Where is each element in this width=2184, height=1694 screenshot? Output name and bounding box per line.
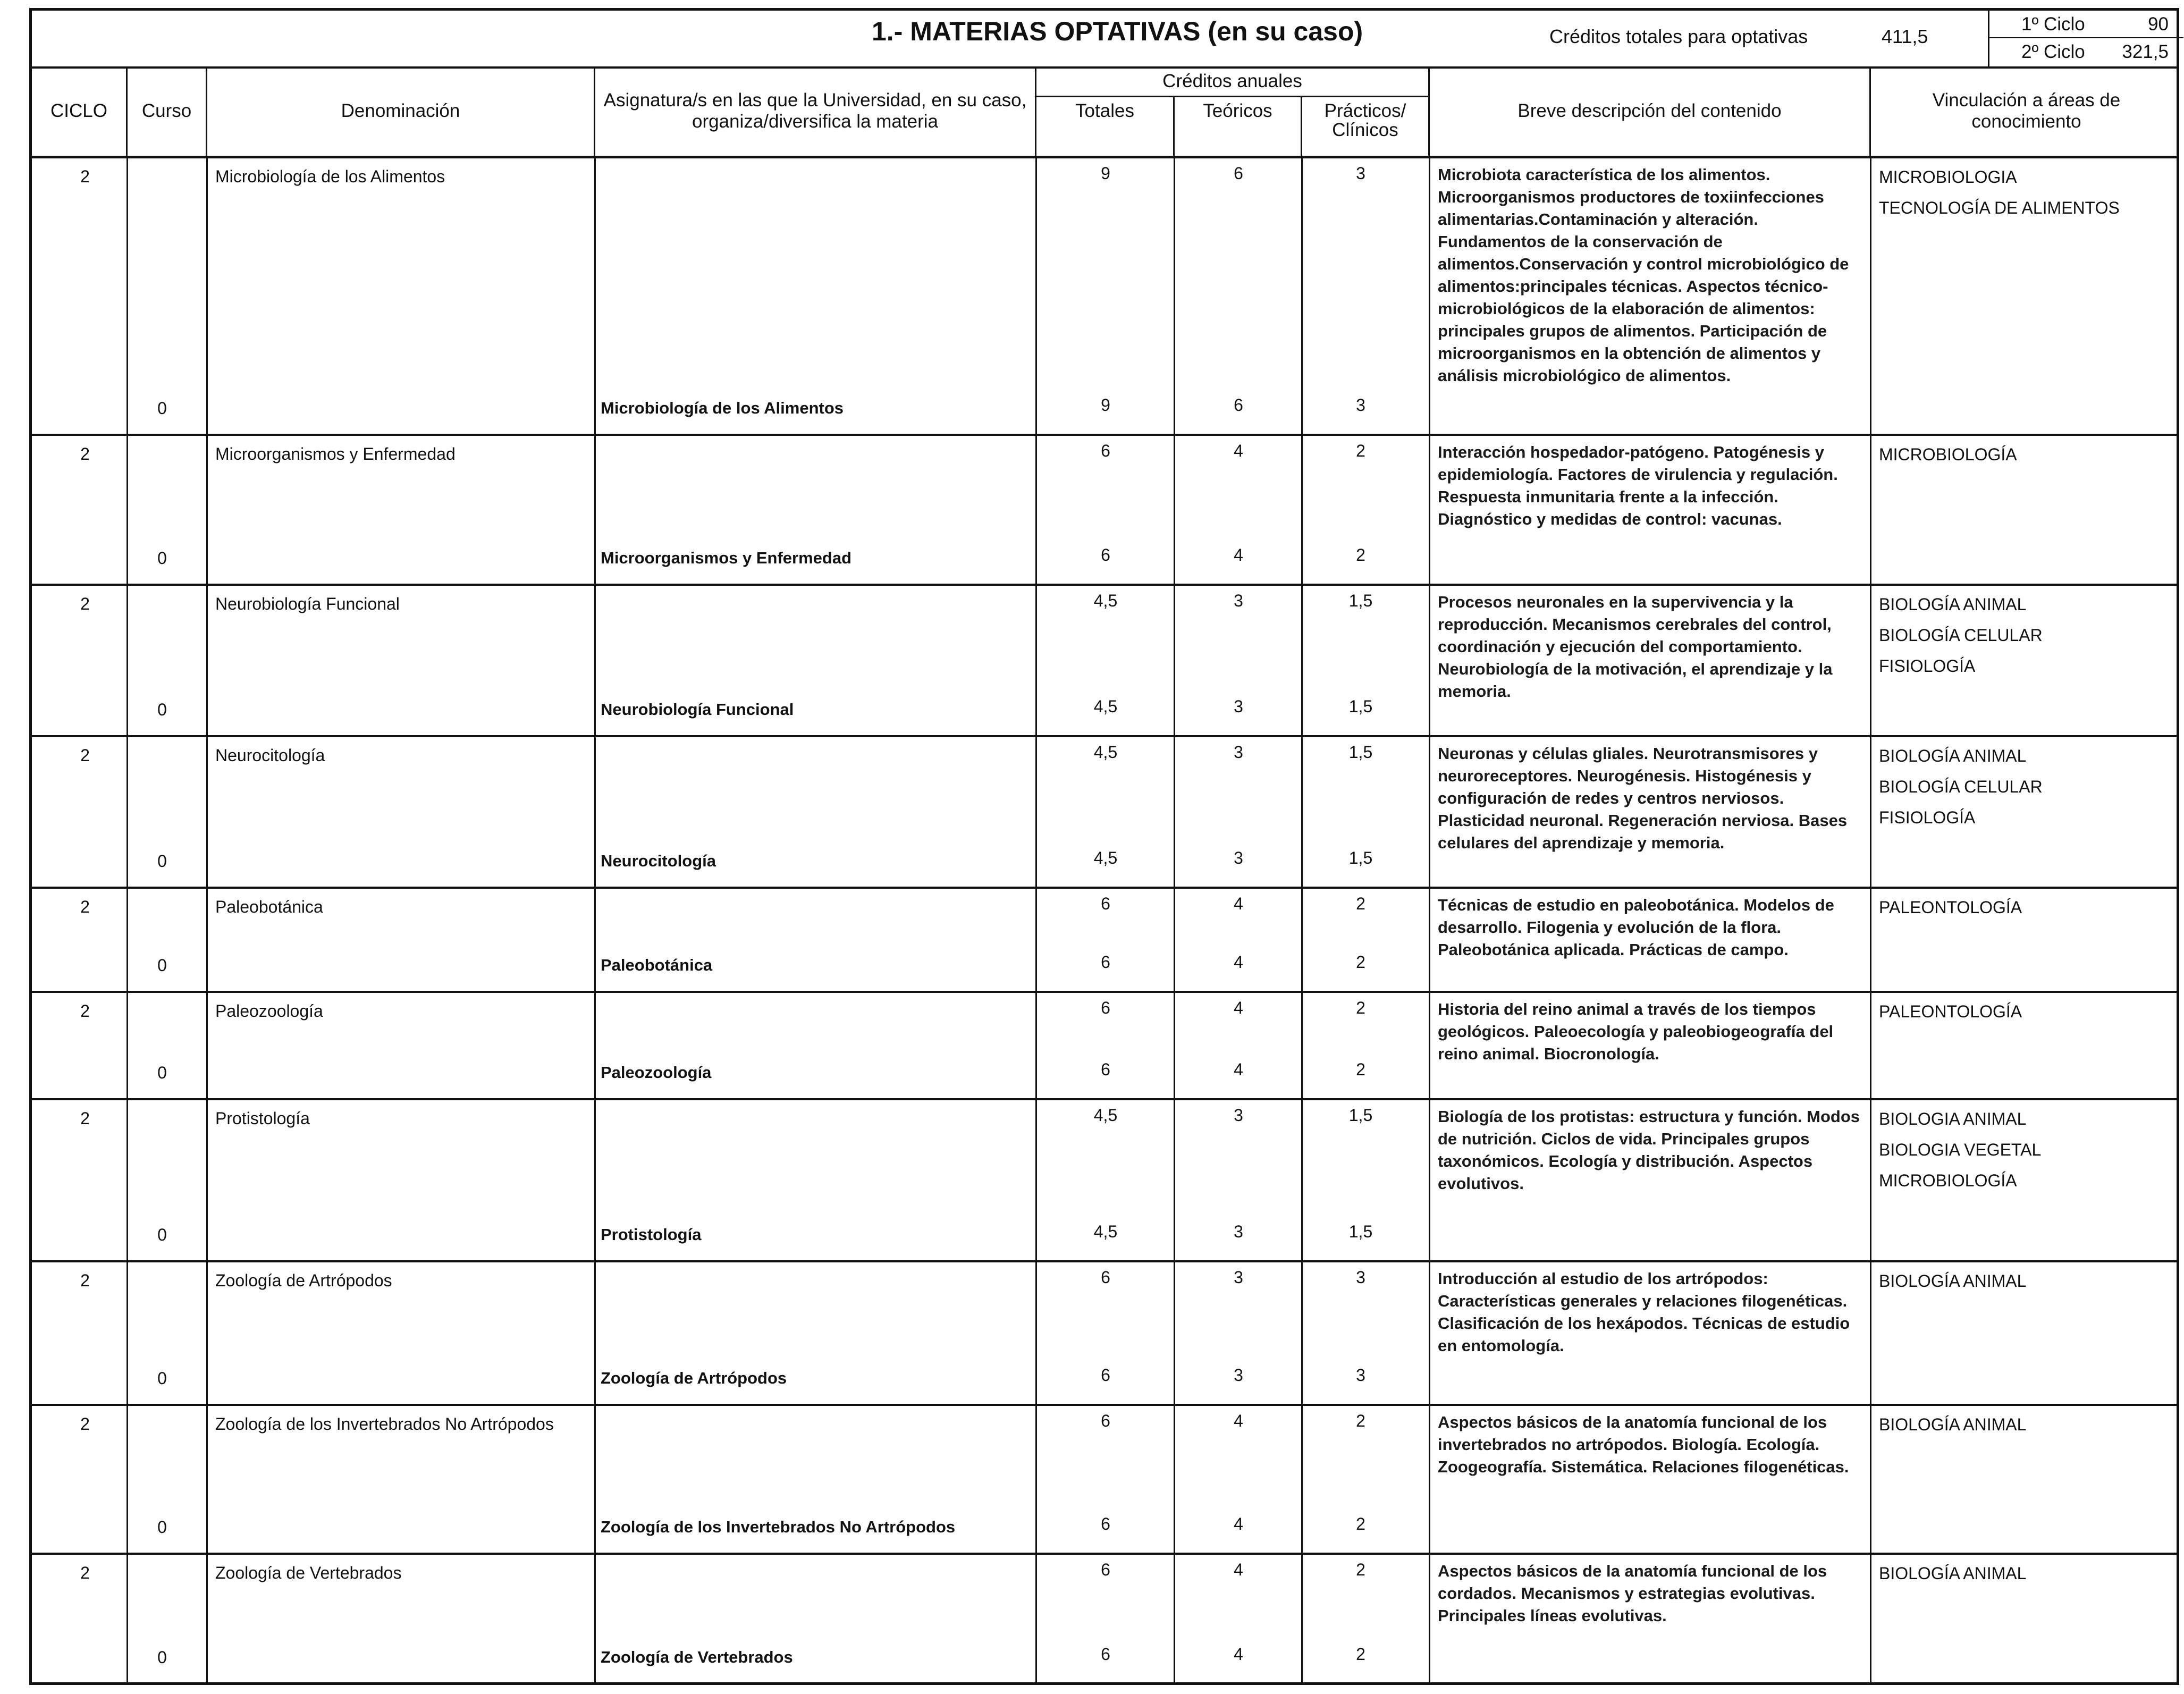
- denominacion-value: Microbiología de los Alimentos: [215, 167, 445, 186]
- column-divider: [1174, 1100, 1175, 1260]
- table-row: [32, 1555, 2177, 1685]
- area-value: BIOLOGÍA ANIMAL: [1879, 746, 2027, 765]
- teoricos-value: 4: [1234, 1560, 1243, 1579]
- column-divider: [127, 889, 128, 991]
- column-divider: [1035, 158, 1037, 434]
- descripcion-value: Interacción hospedador-patógeno. Patogénesis y epidemiología. Factores de virulencia y regulación. Respuesta inmunitaria frente a la infección. Diagnóstico y medidas de control: vacunas.: [1438, 443, 1838, 528]
- total-credits-label: Créditos totales para optativas: [1549, 26, 1808, 47]
- column-divider: [1429, 586, 1430, 735]
- descripcion-value: Microbiota característica de los alimentos. Microorganismos productores de toxiinfecciones alimentarias.Contaminación y alteración. Fundamentos de la conservación de alimentos.Conservación y control microbiológico de alimentos:principales técnicas. Aspectos técnico-microbiológicos de la elaboración de alimentos: principales grupos de alimentos. Participación de microorganismos en la obtención de alimentos y análisis microbiológico de alimentos.: [1438, 165, 1849, 385]
- column-divider: [1174, 158, 1175, 434]
- asignatura-practicos-value: 3: [1356, 395, 1365, 415]
- total-credits-value: 411,5: [1882, 26, 1928, 47]
- column-divider: [1035, 737, 1037, 887]
- asignatura-practicos-value: 2: [1356, 1645, 1365, 1664]
- column-divider: [1301, 889, 1303, 991]
- header-asignatura: Asignatura/s en las que la Universidad, en su caso, organiza/diversifica la materia: [595, 66, 1036, 156]
- practicos-value: 2: [1356, 998, 1365, 1017]
- column-divider: [1870, 586, 1871, 735]
- denominacion-value: Paleobotánica: [215, 897, 323, 916]
- title-row: [32, 11, 2177, 69]
- totales-value: 6: [1101, 1411, 1110, 1430]
- asignatura-practicos-value: 1,5: [1348, 1222, 1373, 1241]
- column-divider: [206, 737, 208, 887]
- teoricos-value: 6: [1234, 164, 1243, 183]
- table-row: [32, 158, 2177, 436]
- teoricos-value: 4: [1234, 894, 1243, 913]
- table-row: [32, 436, 2177, 586]
- column-divider: [1035, 1100, 1037, 1260]
- header-creditos-group: [1036, 66, 1430, 156]
- column-divider: [1870, 737, 1871, 887]
- column-divider: [127, 1262, 128, 1404]
- area-value: BIOLOGÍA CELULAR: [1879, 626, 2043, 645]
- curso-value: 0: [157, 1225, 167, 1244]
- teoricos-value: 3: [1234, 1106, 1243, 1125]
- header-teoricos: Teóricos: [1175, 97, 1302, 156]
- asignatura-totales-value: 9: [1101, 395, 1110, 415]
- column-divider: [1035, 1262, 1037, 1404]
- totales-value: 6: [1101, 1268, 1110, 1287]
- header-vinculacion: Vinculación a áreas de conocimiento: [1932, 90, 2121, 132]
- column-divider: [127, 1555, 128, 1683]
- ciclo-value: 2: [80, 1271, 90, 1290]
- header-creditos: Créditos anuales: [1036, 66, 1428, 97]
- asignatura-value: Zoología de los Invertebrados No Artrópodos: [601, 1518, 956, 1536]
- asignatura-teoricos-value: 4: [1234, 1060, 1243, 1079]
- cycle-label: 1º Ciclo: [2021, 14, 2085, 35]
- table-row: [32, 586, 2177, 737]
- area-value: BIOLOGÍA CELULAR: [1879, 777, 2043, 796]
- asignatura-teoricos-value: 4: [1234, 1645, 1243, 1664]
- cycle-2: [1989, 38, 2183, 65]
- column-divider: [1301, 993, 1303, 1098]
- area-value: BIOLOGIA ANIMAL: [1879, 1109, 2027, 1128]
- area-value: TECNOLOGÍA DE ALIMENTOS: [1879, 198, 2120, 217]
- curso-value: 0: [157, 1518, 167, 1537]
- cycle-label: 2º Ciclo: [2021, 41, 2085, 62]
- column-divider: [594, 1555, 596, 1683]
- descripcion-value: Neuronas y células gliales. Neurotransmisores y neuroreceptores. Neurogénesis. Histogénesis y configuración de redes y centros nerviosos. Plasticidad neuronal. Regeneración nerviosa. Bases celulares del aprendizaje y memoria.: [1438, 744, 1848, 852]
- ciclo-value: 2: [80, 1414, 90, 1434]
- column-divider: [1301, 1555, 1303, 1683]
- denominacion-value: Paleozoología: [215, 1001, 323, 1021]
- descripcion-value: Biología de los protistas: estructura y función. Modos de nutrición. Ciclos de vida. Principales grupos taxonómicos. Ecología y distribución. Aspectos evolutivos.: [1438, 1107, 1860, 1193]
- practicos-value: 3: [1356, 1268, 1365, 1287]
- column-divider: [1429, 993, 1430, 1098]
- practicos-value: 1,5: [1348, 743, 1373, 762]
- curso-value: 0: [157, 956, 167, 975]
- page-title: 1.- MATERIAS OPTATIVAS (en su caso): [872, 16, 1363, 46]
- teoricos-value: 3: [1234, 1268, 1243, 1287]
- curso-value: 0: [157, 549, 167, 568]
- column-divider: [1035, 1406, 1037, 1553]
- header-practicos: Prácticos/ Clínicos: [1324, 100, 1406, 140]
- column-divider: [127, 1100, 128, 1260]
- column-divider: [1035, 586, 1037, 735]
- ciclo-value: 2: [80, 594, 90, 613]
- column-divider: [1429, 889, 1430, 991]
- area-value: BIOLOGÍA ANIMAL: [1879, 1415, 2027, 1434]
- asignatura-totales-value: 6: [1101, 1514, 1110, 1533]
- column-divider: [1174, 1406, 1175, 1553]
- curso-value: 0: [157, 700, 167, 719]
- column-divider: [206, 1555, 208, 1683]
- column-divider: [594, 1262, 596, 1404]
- curso-value: 0: [157, 1063, 167, 1082]
- asignatura-value: Paleozoología: [601, 1063, 712, 1082]
- practicos-value: 1,5: [1348, 591, 1373, 610]
- asignatura-teoricos-value: 3: [1234, 697, 1243, 716]
- area-value: BIOLOGÍA ANIMAL: [1879, 595, 2027, 614]
- header-denominacion: Denominación: [207, 66, 595, 156]
- area-value: PALEONTOLOGÍA: [1879, 1002, 2022, 1021]
- column-divider: [127, 436, 128, 584]
- column-divider: [127, 1406, 128, 1553]
- totales-value: 6: [1101, 998, 1110, 1017]
- asignatura-teoricos-value: 3: [1234, 848, 1243, 867]
- asignatura-teoricos-value: 4: [1234, 545, 1243, 564]
- asignatura-totales-value: 6: [1101, 1060, 1110, 1079]
- column-divider: [206, 1100, 208, 1260]
- column-divider: [206, 1262, 208, 1404]
- asignatura-practicos-value: 2: [1356, 545, 1365, 564]
- area-value: MICROBIOLOGÍA: [1879, 445, 2017, 464]
- practicos-value: 2: [1356, 894, 1365, 913]
- denominacion-value: Neurobiología Funcional: [215, 594, 400, 613]
- column-divider: [206, 993, 208, 1098]
- column-divider: [206, 586, 208, 735]
- column-divider: [206, 436, 208, 584]
- table-row: [32, 1100, 2177, 1262]
- area-value: FISIOLOGÍA: [1879, 808, 1976, 827]
- asignatura-totales-value: 4,5: [1093, 697, 1118, 716]
- denominacion-value: Zoología de los Invertebrados No Artrópodos: [215, 1414, 554, 1434]
- asignatura-teoricos-value: 3: [1234, 1366, 1243, 1385]
- curso-value: 0: [157, 852, 167, 871]
- totales-value: 4,5: [1093, 591, 1118, 610]
- column-divider: [1035, 993, 1037, 1098]
- column-divider: [1301, 1262, 1303, 1404]
- asignatura-value: Neurocitología: [601, 852, 716, 870]
- practicos-value: 2: [1356, 1411, 1365, 1430]
- column-divider: [1301, 737, 1303, 887]
- practicos-value: 2: [1356, 1560, 1365, 1579]
- area-value: BIOLOGÍA ANIMAL: [1879, 1564, 2027, 1583]
- area-value: BIOLOGÍA ANIMAL: [1879, 1271, 2027, 1291]
- denominacion-value: Neurocitología: [215, 746, 325, 765]
- asignatura-teoricos-value: 6: [1234, 395, 1243, 415]
- practicos-value: 3: [1356, 164, 1365, 183]
- asignatura-totales-value: 4,5: [1093, 848, 1118, 867]
- asignatura-value: Paleobotánica: [601, 956, 713, 974]
- denominacion-value: Zoología de Artrópodos: [215, 1271, 392, 1290]
- column-divider: [1035, 1555, 1037, 1683]
- column-divider: [1870, 1555, 1871, 1683]
- totales-value: 6: [1101, 1560, 1110, 1579]
- asignatura-teoricos-value: 4: [1234, 1514, 1243, 1533]
- ciclo-value: 2: [80, 167, 90, 186]
- cycle-credits-box: [1988, 11, 2183, 66]
- asignatura-practicos-value: 2: [1356, 1060, 1365, 1079]
- column-divider: [594, 737, 596, 887]
- column-divider: [1870, 436, 1871, 584]
- area-value: BIOLOGIA VEGETAL: [1879, 1140, 2042, 1159]
- totales-value: 9: [1101, 164, 1110, 183]
- cycle-value: 321,5: [2122, 41, 2169, 62]
- column-divider: [1870, 889, 1871, 991]
- ciclo-value: 2: [80, 1563, 90, 1582]
- asignatura-totales-value: 6: [1101, 1366, 1110, 1385]
- column-divider: [594, 889, 596, 991]
- column-divider: [1429, 436, 1430, 584]
- column-divider: [1174, 1555, 1175, 1683]
- column-divider: [594, 158, 596, 434]
- asignatura-practicos-value: 1,5: [1348, 848, 1373, 867]
- totales-value: 6: [1101, 894, 1110, 913]
- ciclo-value: 2: [80, 1109, 90, 1128]
- table-row: [32, 1406, 2177, 1555]
- materias-optativas-sheet: [29, 8, 2179, 1685]
- column-divider: [1301, 436, 1303, 584]
- denominacion-value: Zoología de Vertebrados: [215, 1563, 402, 1582]
- column-divider: [1870, 1100, 1871, 1260]
- descripcion-value: Introducción al estudio de los artrópodos: Características generales y relaciones filogenéticas. Clasificación de los hexápodos. Técnicas de estudio en entomología.: [1438, 1269, 1850, 1355]
- descripcion-value: Historia del reino animal a través de los tiempos geológicos. Paleoecología y paleobiogeografía del reino animal. Biocronología.: [1438, 1000, 1834, 1063]
- column-divider: [1301, 158, 1303, 434]
- totales-value: 4,5: [1093, 1106, 1118, 1125]
- asignatura-value: Microorganismos y Enfermedad: [601, 549, 852, 567]
- asignatura-value: Zoología de Artrópodos: [601, 1369, 787, 1387]
- column-divider: [1035, 889, 1037, 991]
- header-totales: Totales: [1036, 97, 1175, 156]
- teoricos-value: 4: [1234, 998, 1243, 1017]
- column-divider: [1174, 586, 1175, 735]
- area-value: MICROBIOLOGÍA: [1879, 1171, 2017, 1190]
- column-divider: [206, 158, 208, 434]
- column-divider: [127, 158, 128, 434]
- table-row: [32, 889, 2177, 993]
- asignatura-value: Protistología: [601, 1225, 702, 1244]
- column-divider: [594, 993, 596, 1098]
- column-divider: [594, 1100, 596, 1260]
- curso-value: 0: [157, 1648, 167, 1667]
- ciclo-value: 2: [80, 444, 90, 463]
- descripcion-value: Aspectos básicos de la anatomía funcional de los invertebrados no artrópodos. Biología. Ecología. Zoogeografía. Sistemática. Relaciones filogenéticas.: [1438, 1413, 1849, 1476]
- asignatura-practicos-value: 1,5: [1348, 697, 1373, 716]
- table-row: [32, 737, 2177, 889]
- descripcion-value: Procesos neuronales en la supervivencia y la reproducción. Mecanismos cerebrales del control, coordinación y ejecución del comportamiento. Neurobiología de la motivación, el aprendizaje y la memoria.: [1438, 593, 1833, 701]
- cycle-value: 90: [2148, 14, 2169, 35]
- descripcion-value: Técnicas de estudio en paleobotánica. Modelos de desarrollo. Filogenia y evolución de la flora. Paleobotánica aplicada. Prácticas de campo.: [1438, 896, 1834, 959]
- column-divider: [1174, 737, 1175, 887]
- column-divider: [594, 586, 596, 735]
- column-divider: [1301, 586, 1303, 735]
- column-divider: [1429, 1100, 1430, 1260]
- column-divider: [1174, 993, 1175, 1098]
- asignatura-practicos-value: 2: [1356, 1514, 1365, 1533]
- descripcion-value: Aspectos básicos de la anatomía funcional de los cordados. Mecanismos y estrategias evolutivas. Principales líneas evolutivas.: [1438, 1562, 1827, 1625]
- asignatura-value: Microbiología de los Alimentos: [601, 399, 844, 417]
- header-descripcion: Breve descripción del contenido: [1430, 66, 1871, 156]
- column-divider: [594, 436, 596, 584]
- column-divider: [1429, 158, 1430, 434]
- asignatura-totales-value: 6: [1101, 953, 1110, 972]
- asignatura-practicos-value: 2: [1356, 953, 1365, 972]
- ciclo-value: 2: [80, 746, 90, 765]
- column-divider: [1429, 1555, 1430, 1683]
- column-divider: [127, 993, 128, 1098]
- column-divider: [206, 889, 208, 991]
- column-divider: [1301, 1406, 1303, 1553]
- column-divider: [127, 586, 128, 735]
- column-divider: [1429, 737, 1430, 887]
- column-divider: [594, 1406, 596, 1553]
- column-divider: [1870, 1262, 1871, 1404]
- table-row: [32, 1262, 2177, 1406]
- asignatura-practicos-value: 3: [1356, 1366, 1365, 1385]
- column-divider: [1174, 1262, 1175, 1404]
- practicos-value: 2: [1356, 441, 1365, 460]
- column-divider: [1870, 158, 1871, 434]
- curso-value: 0: [157, 399, 167, 418]
- asignatura-teoricos-value: 4: [1234, 953, 1243, 972]
- ciclo-value: 2: [80, 1001, 90, 1021]
- asignatura-totales-value: 6: [1101, 545, 1110, 564]
- asignatura-value: Neurobiología Funcional: [601, 700, 794, 719]
- table-header: [32, 66, 2177, 158]
- column-divider: [1174, 889, 1175, 991]
- asignatura-totales-value: 6: [1101, 1645, 1110, 1664]
- practicos-value: 1,5: [1348, 1106, 1373, 1125]
- teoricos-value: 4: [1234, 441, 1243, 460]
- header-curso: Curso: [128, 66, 207, 156]
- column-divider: [1429, 1406, 1430, 1553]
- area-value: MICROBIOLOGIA: [1879, 167, 2017, 187]
- column-divider: [127, 737, 128, 887]
- cycle-1: [1989, 11, 2183, 38]
- column-divider: [1035, 436, 1037, 584]
- header-ciclo: CICLO: [32, 66, 128, 156]
- totales-value: 4,5: [1093, 743, 1118, 762]
- teoricos-value: 3: [1234, 743, 1243, 762]
- asignatura-value: Zoología de Vertebrados: [601, 1648, 793, 1666]
- asignatura-teoricos-value: 3: [1234, 1222, 1243, 1241]
- area-value: PALEONTOLOGÍA: [1879, 898, 2022, 917]
- table-row: [32, 993, 2177, 1100]
- teoricos-value: 3: [1234, 591, 1243, 610]
- denominacion-value: Microorganismos y Enfermedad: [215, 444, 456, 463]
- column-divider: [1870, 993, 1871, 1098]
- curso-value: 0: [157, 1369, 167, 1388]
- column-divider: [1429, 1262, 1430, 1404]
- denominacion-value: Protistología: [215, 1109, 310, 1128]
- asignatura-totales-value: 4,5: [1093, 1222, 1118, 1241]
- column-divider: [206, 1406, 208, 1553]
- ciclo-value: 2: [80, 897, 90, 916]
- area-value: FISIOLOGÍA: [1879, 656, 1976, 676]
- totales-value: 6: [1101, 441, 1110, 460]
- column-divider: [1870, 1406, 1871, 1553]
- column-divider: [1301, 1100, 1303, 1260]
- teoricos-value: 4: [1234, 1411, 1243, 1430]
- column-divider: [1174, 436, 1175, 584]
